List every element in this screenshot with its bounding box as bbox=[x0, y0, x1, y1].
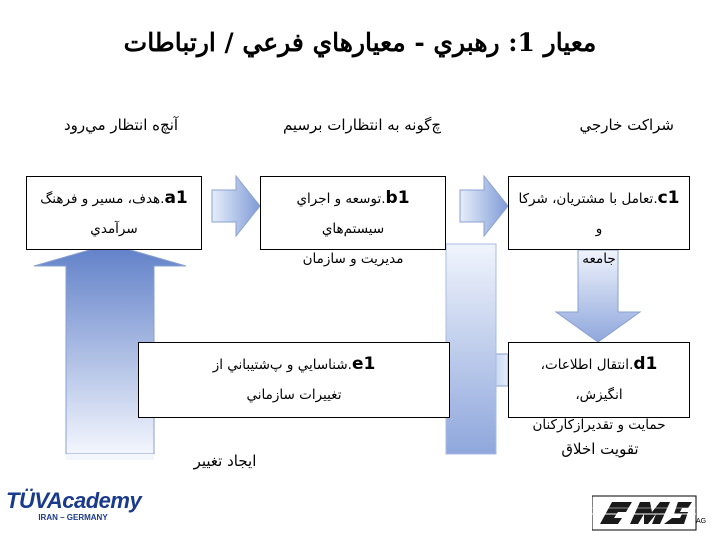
box-c1-code: c1 bbox=[657, 188, 680, 208]
tuv-academy-logo bbox=[6, 488, 140, 532]
box-a1-code: a1 bbox=[164, 188, 188, 208]
cms-logo-ag-label: AG bbox=[696, 518, 707, 525]
caption-strengthen-ethics: تقويت اخلاق bbox=[561, 440, 639, 458]
box-d1-line2: حمايت و تقديرازكاركنان bbox=[532, 417, 666, 433]
box-c1: c1.تعامل با مشتريان، شركا و جامعه bbox=[508, 176, 690, 250]
box-e1-code: e1 bbox=[351, 354, 376, 374]
column-header-external-partnership: شراكت خارجي bbox=[579, 116, 674, 134]
box-d1-code: d1 bbox=[633, 354, 658, 374]
vertical-bar-middle bbox=[446, 244, 496, 454]
tuv-academy-logo-subtitle: IRAN – GERMANY bbox=[38, 513, 108, 522]
box-e1-line1: شناسايي و پ‌شتيباني از bbox=[212, 357, 348, 373]
tuv-academy-logo-text: TÜVAcademy bbox=[6, 488, 142, 513]
box-b1-line1: توسعه و اجراي سيستم‌هاي bbox=[296, 191, 385, 237]
box-e1-line2: تغييرات سازماني bbox=[246, 387, 342, 403]
box-b1-line2: مديريت و سازمان bbox=[302, 251, 404, 267]
box-a1-line1: هدف، مسير و فرهنگ bbox=[40, 191, 161, 207]
page-title: معيار 1: رهبري - معيارهاي فرعي / ارتباطات bbox=[123, 28, 597, 57]
caption-create-change: ايجاد تغيير bbox=[193, 452, 257, 470]
box-b1: b1.توسعه و اجراي سيستم‌هاي مديريت و سازمان bbox=[260, 176, 446, 250]
column-header-how-to-meet: چ‌گونه به انتظارات برسيم bbox=[282, 116, 442, 134]
box-d1: d1.انتقال اطلاعات، انگيزش، حمايت و تقديرازكاركنان bbox=[508, 342, 690, 418]
cms-ag-logo bbox=[592, 494, 708, 532]
box-a1-line2: سرآمدي bbox=[90, 221, 138, 237]
cms-logo-graphic bbox=[592, 494, 708, 532]
arrow-b1-to-c1 bbox=[460, 176, 508, 236]
column-header-expectations: آنچ‌ه انتظار مي‌رود bbox=[63, 116, 179, 134]
box-d1-line1: انتقال اطلاعات، انگيزش، bbox=[540, 357, 630, 403]
box-e1: e1.شناسايي و پ‌شتيباني از تغييرات سازماني bbox=[138, 342, 450, 418]
box-c1-line2: جامعه bbox=[582, 251, 616, 267]
box-a1: a1.هدف، مسير و فرهنگ سرآمدي bbox=[26, 176, 202, 250]
arrow-a1-to-b1 bbox=[212, 176, 260, 236]
box-c1-line1: تعامل با مشتريان، شركا و bbox=[518, 191, 654, 237]
box-b1-code: b1 bbox=[385, 188, 410, 208]
